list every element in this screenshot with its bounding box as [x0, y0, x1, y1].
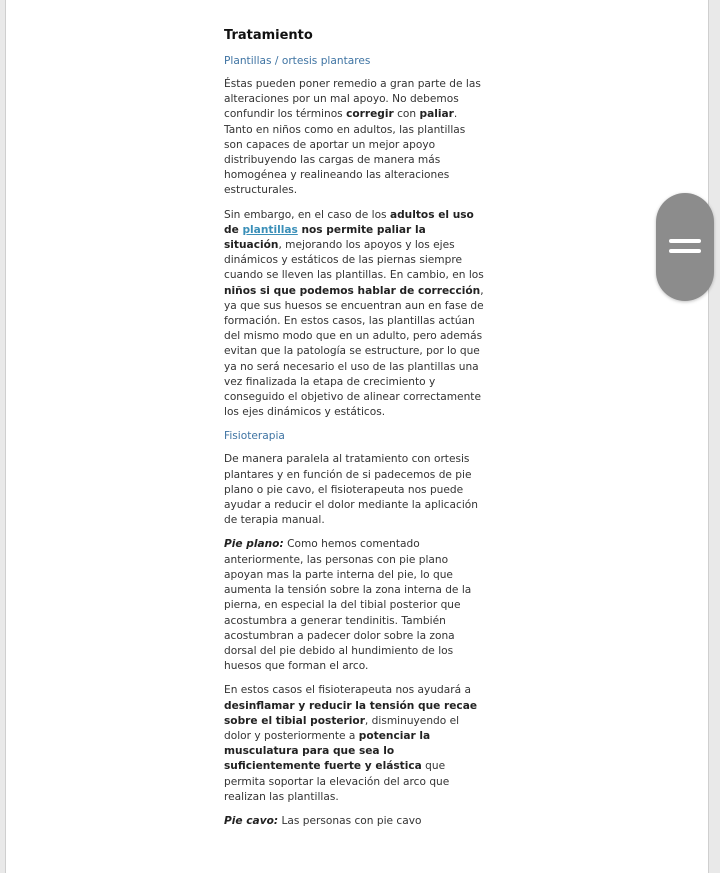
- text-run: En estos casos el fisioterapeuta nos ayudará a: [224, 684, 471, 697]
- paragraph-plantillas-2: [224, 208, 484, 421]
- document-page: [5, 0, 709, 873]
- lead-pie-plano: Pie plano:: [224, 538, 284, 551]
- subheading-plantillas: Plantillas / ortesis plantares: [224, 55, 371, 67]
- paragraph-fisioterapia-1: De manera paralela al tratamiento con ortesis plantares y en función de si padecemos de pie plano o pie cavo, el fisioterapeuta nos puede ayudar a reducir el dolor mediante la aplicación de terapia manual.: [224, 453, 478, 527]
- text-run: . Tanto en niños como en adultos, las plantillas son capaces de aportar un mejor apoyo distribuyendo las cargas de manera más homogénea y realineando las alteraciones estructurales.: [224, 108, 466, 197]
- lead-pie-cavo: Pie cavo:: [224, 814, 279, 827]
- paragraph-fisioterapia-3: [224, 683, 484, 805]
- paragraph-pie-plano: [224, 537, 484, 674]
- subheading-fisioterapia: Fisioterapia: [224, 430, 285, 443]
- plantillas-link[interactable]: plantillas: [242, 223, 298, 236]
- text-run: que permita soportar la elevación del arco que realizan las plantillas.: [224, 760, 450, 803]
- paragraph-pie-cavo: [224, 814, 484, 829]
- emphasis-potenciar: potenciar la musculatura para que sea lo suficientemente fuerte y elástica: [224, 729, 431, 773]
- emphasis-adultos: adultos el uso de: [224, 208, 474, 236]
- text-run: Las personas con pie cavo: [278, 814, 422, 827]
- text-run: Como hemos comentado anteriormente, las personas con pie plano apoyan mas la parte interna del pie, lo que aumenta la tensión sobre la zona interna de la pierna, en especial la del tibial posterior que acostumbra a generar tendinitis. También acostumbran a padecer dolor sobre la zona dorsal del pie debido al hundimiento de los huesos que forman el arco.: [224, 538, 472, 673]
- emphasis-corregir: corregir: [346, 108, 394, 121]
- scroll-handle[interactable]: [656, 193, 714, 301]
- emphasis-paliar-situacion: nos permite paliar la situación: [224, 223, 426, 252]
- emphasis-desinflamar: desinflamar y reducir la tensión que recae sobre el tibial posterior: [224, 699, 478, 727]
- grip-line-icon: [669, 239, 701, 243]
- section-heading: Tratamiento: [224, 28, 313, 43]
- text-run: con: [393, 108, 420, 121]
- text-run: , ya que sus huesos se encuentran aun en fase de formación. En estos casos, las plantillas actúan del mismo modo que en un adulto, pero además evitan que la patología se estructure, por lo que ya no será necesario el uso de las plantillas una vez finalizada la etapa de crecimiento y conseguido el objetivo de alinear correctamente los ejes dinámicos y estáticos.: [224, 284, 484, 419]
- text-run: Éstas pueden poner remedio a gran parte de las alteraciones por un mal apoyo. No debemos confundir los términos: [224, 78, 481, 121]
- text-run: Sin embargo, en el caso de los: [224, 208, 390, 221]
- paragraph-plantillas-1: [224, 77, 484, 199]
- emphasis-ninos-correccion: niños si que podemos hablar de corrección: [224, 284, 481, 297]
- emphasis-paliar: paliar: [419, 108, 454, 121]
- text-run: , mejorando los apoyos y los ejes dinámicos y estáticos de las piernas siempre cuando se lleven las plantillas. En cambio, en los: [224, 239, 484, 282]
- article-column: [224, 28, 484, 838]
- grip-line-icon: [669, 249, 701, 253]
- text-run: , disminuyendo el dolor y posteriormente a: [224, 714, 460, 742]
